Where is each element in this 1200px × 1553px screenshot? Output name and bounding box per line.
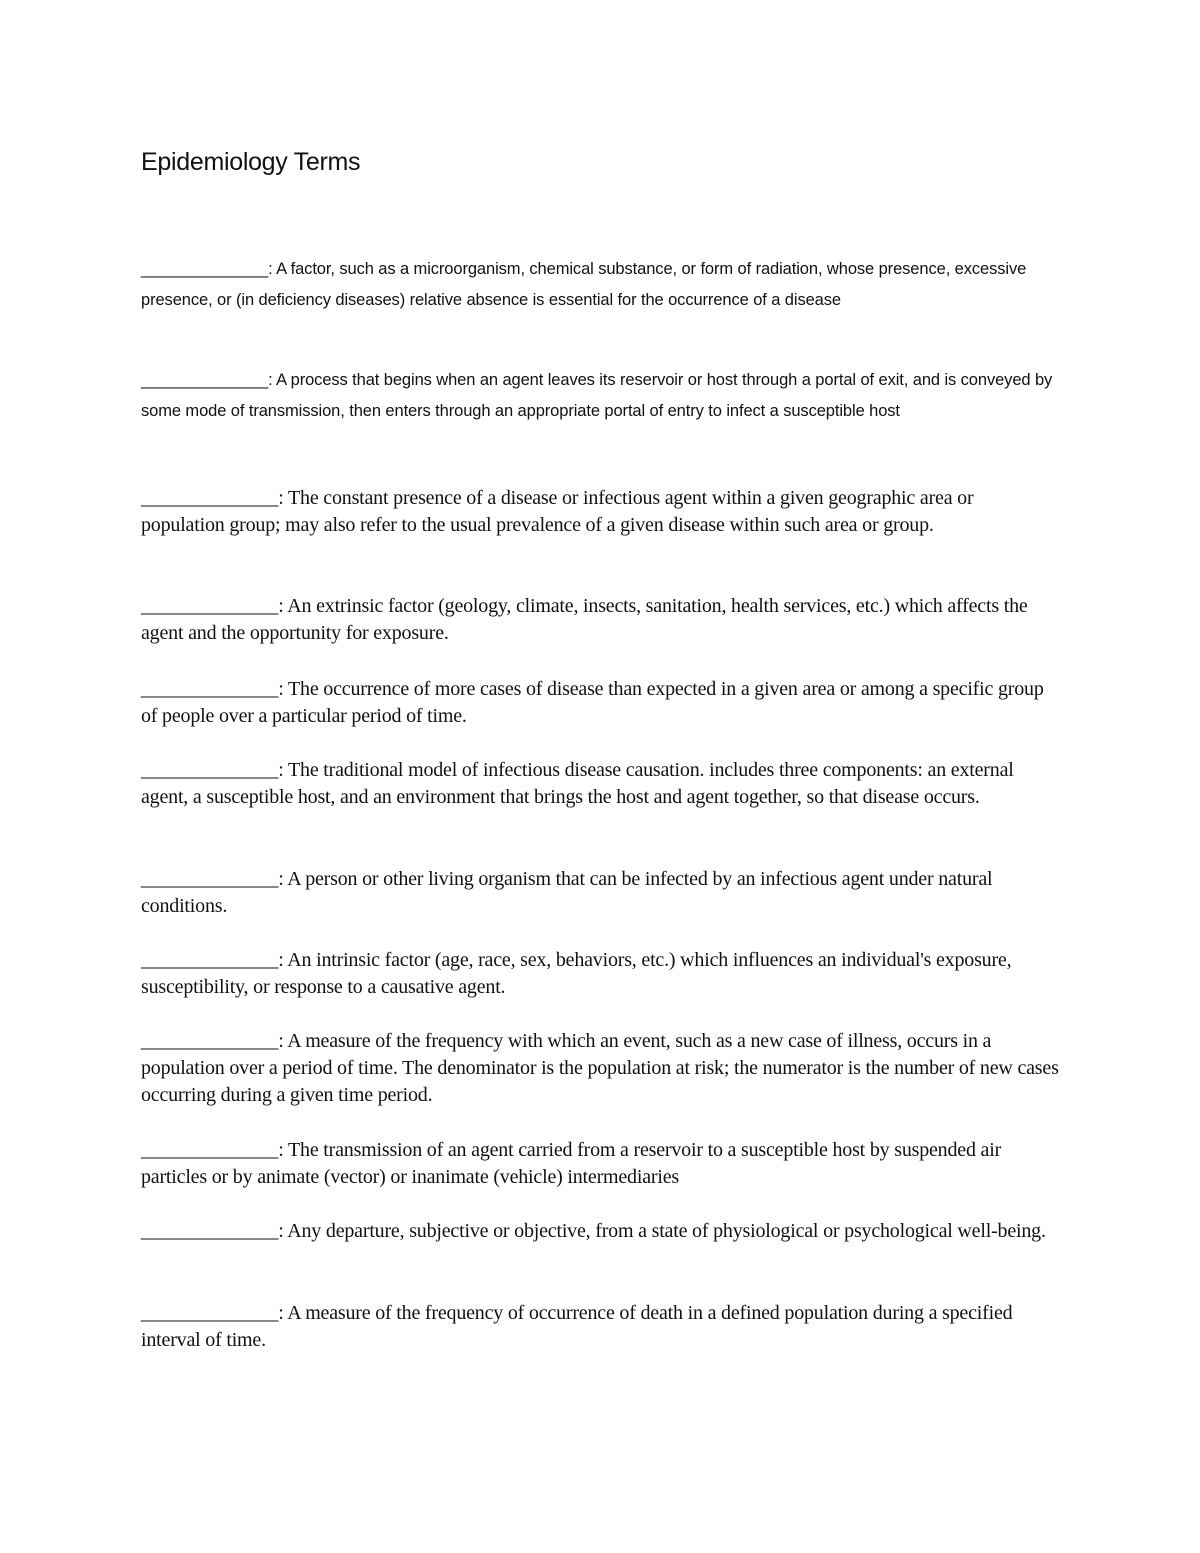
term-environmental-factor: [141, 593, 1061, 647]
answer-blank: ______________: [141, 1030, 279, 1052]
term-definition: : A measure of the frequency with which an event, such as a new case of illness, occurs in a population over a period of time. The denominator is the population at risk; the numerator is the number of new cases occurring during a given time period.: [141, 1030, 1059, 1106]
term-indirect-transmission: [141, 1137, 1061, 1191]
term-morbidity: [141, 1218, 1061, 1245]
answer-blank: ______________: [141, 868, 279, 890]
answer-blank: ______________: [141, 1139, 279, 1161]
term-definition: : A factor, such as a microorganism, chemical substance, or form of radiation, whose presence, excessive presence, or (in deficiency diseases) relative absence is essential for the occurrence of a disease: [141, 260, 1027, 309]
term-definition: : A person or other living organism that can be infected by an infectious agent under natural conditions.: [141, 868, 993, 917]
term-incidence-rate: [141, 1028, 1061, 1109]
term-definition: : The traditional model of infectious disease causation. includes three components: an external agent, a susceptible host, and an environment that brings the host and agent together, so that disease occurs.: [141, 759, 1014, 808]
answer-blank: ______________: [141, 595, 279, 617]
answer-blank: ______________: [141, 1302, 279, 1324]
term-host-factor: [141, 947, 1061, 1001]
answer-blank: ______________: [141, 678, 279, 700]
answer-blank: ______________: [141, 260, 269, 278]
document-title: Epidemiology Terms: [141, 148, 361, 176]
term-definition: : The transmission of an agent carried from a reservoir to a susceptible host by suspended air particles or by animate (vector) or inanimate (vehicle) intermediaries: [141, 1139, 1002, 1188]
term-definition: : The constant presence of a disease or infectious agent within a given geographic area or population group; may also refer to the usual prevalence of a given disease within such area or group.: [141, 487, 974, 536]
term-agent: [141, 254, 1061, 315]
term-definition: : Any departure, subjective or objective, from a state of physiological or psychological well-being.: [278, 1220, 1046, 1242]
term-endemic: [141, 485, 1061, 539]
answer-blank: ______________: [141, 949, 279, 971]
answer-blank: ______________: [141, 487, 279, 509]
term-definition: : The occurrence of more cases of disease than expected in a given area or among a specific group of people over a particular period of time.: [141, 678, 1044, 727]
term-definition: : An intrinsic factor (age, race, sex, behaviors, etc.) which influences an individual's exposure, susceptibility, or response to a causative agent.: [141, 949, 1012, 998]
term-definition: : A process that begins when an agent leaves its reservoir or host through a portal of exit, and is conveyed by some mode of transmission, then enters through an appropriate portal of entry to infect a susceptible host: [141, 371, 1053, 420]
answer-blank: ______________: [141, 371, 269, 389]
term-epidemic: [141, 676, 1061, 730]
term-epidemiologic-triad: [141, 757, 1061, 811]
term-definition: : An extrinsic factor (geology, climate, insects, sanitation, health services, etc.) which affects the agent and the opportunity for exposure.: [141, 595, 1028, 644]
term-chain-of-infection: [141, 365, 1061, 426]
term-definition: : A measure of the frequency of occurrence of death in a defined population during a specified interval of time.: [141, 1302, 1013, 1351]
term-mortality-rate: [141, 1300, 1061, 1354]
answer-blank: ______________: [141, 1220, 279, 1242]
answer-blank: ______________: [141, 759, 279, 781]
term-host: [141, 866, 1061, 920]
